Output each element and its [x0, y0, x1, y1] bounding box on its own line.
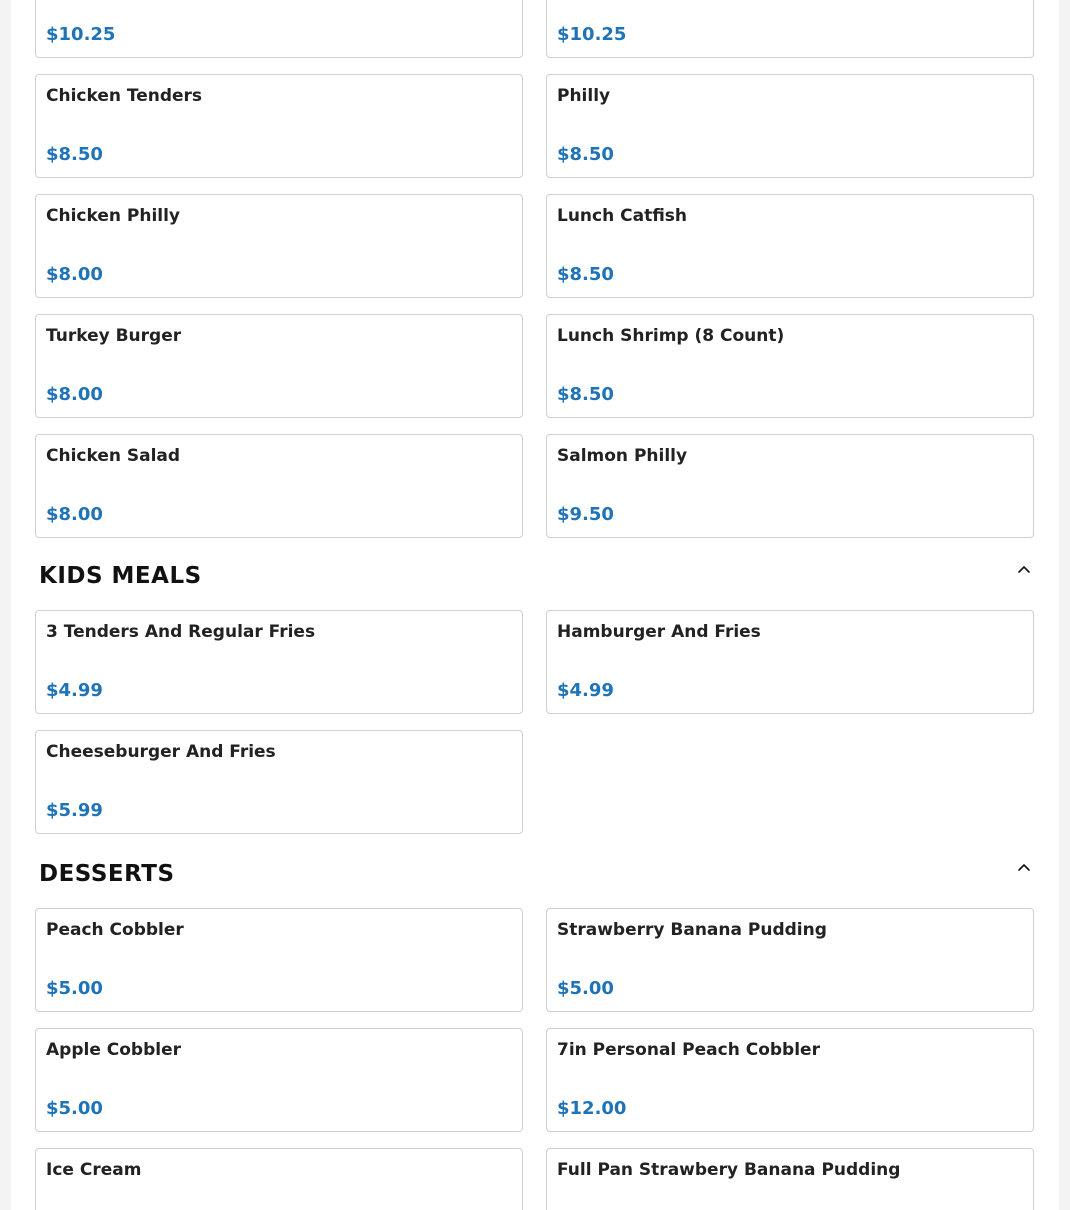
item-price: $8.50: [557, 384, 614, 405]
menu-grid-desserts: [35, 908, 1034, 1210]
chevron-up-icon[interactable]: [1014, 857, 1034, 877]
menu-item-card[interactable]: [546, 0, 1034, 58]
item-name: 7in Personal Peach Cobbler: [557, 1040, 820, 1060]
item-name: Chicken Salad: [46, 446, 181, 466]
menu-item-card[interactable]: [35, 610, 523, 714]
menu-item-card[interactable]: [35, 908, 523, 1012]
item-price: $8.50: [46, 144, 103, 165]
menu-item-card[interactable]: [546, 314, 1034, 418]
menu-item-card[interactable]: [35, 1148, 523, 1210]
menu-item-card[interactable]: [546, 1148, 1034, 1210]
item-name: Turkey Burger: [46, 326, 182, 346]
menu-item-card[interactable]: [546, 434, 1034, 538]
item-name: Chicken Philly: [46, 206, 181, 226]
menu-item-card[interactable]: [35, 194, 523, 298]
menu-item-card[interactable]: [35, 1028, 523, 1132]
item-price: $5.00: [46, 978, 103, 999]
menu-page: [11, 0, 1059, 1210]
item-name: Ice Cream: [46, 1160, 142, 1180]
item-name: Strawberry Banana Pudding: [557, 920, 827, 940]
menu-item-card[interactable]: [546, 908, 1034, 1012]
item-price: $12.00: [557, 1098, 627, 1119]
menu-item-card[interactable]: [35, 730, 523, 834]
item-price: $8.00: [46, 384, 103, 405]
item-name: Lunch Catfish: [557, 206, 688, 226]
menu-item-card[interactable]: [35, 0, 523, 58]
item-name: Lunch Shrimp (8 Count): [557, 326, 785, 346]
menu-grid-kids-meals: [35, 610, 1034, 834]
item-name: 3 Tenders And Regular Fries: [46, 622, 316, 642]
item-price: $4.99: [557, 680, 614, 701]
menu-item-card[interactable]: [546, 1028, 1034, 1132]
chevron-up-icon[interactable]: [1014, 559, 1034, 579]
menu-item-card[interactable]: [546, 74, 1034, 178]
item-price: $8.00: [46, 504, 103, 525]
item-price: $5.00: [46, 1098, 103, 1119]
item-price: $5.99: [46, 800, 103, 821]
item-price: $8.50: [557, 144, 614, 165]
menu-grid-top: [35, 0, 1034, 58]
item-price: $8.00: [46, 264, 103, 285]
menu-item-card[interactable]: [35, 434, 523, 538]
item-name: Cheeseburger And Fries: [46, 742, 276, 762]
item-name: Hamburger And Fries: [557, 622, 761, 642]
item-name: Apple Cobbler: [46, 1040, 182, 1060]
item-name: Full Pan Strawbery Banana Pudding: [557, 1160, 901, 1180]
item-price: $10.25: [46, 24, 116, 45]
item-name: Peach Cobbler: [46, 920, 184, 940]
item-name: Chicken Tenders: [46, 86, 203, 106]
menu-item-card[interactable]: [546, 194, 1034, 298]
menu-grid-lunch: [35, 74, 1034, 538]
item-price: $9.50: [557, 504, 614, 525]
menu-item-card[interactable]: [546, 610, 1034, 714]
item-name: Salmon Philly: [557, 446, 688, 466]
item-price: $8.50: [557, 264, 614, 285]
menu-item-card[interactable]: [35, 74, 523, 178]
item-price: $10.25: [557, 24, 627, 45]
section-header-kids-meals[interactable]: [39, 563, 1034, 593]
item-price: $5.00: [557, 978, 614, 999]
section-title: DESSERTS: [39, 861, 175, 887]
section-title: KIDS MEALS: [39, 563, 202, 589]
item-name: Philly: [557, 86, 611, 106]
section-header-desserts[interactable]: [39, 861, 1034, 891]
item-price: $4.99: [46, 680, 103, 701]
menu-item-card[interactable]: [35, 314, 523, 418]
